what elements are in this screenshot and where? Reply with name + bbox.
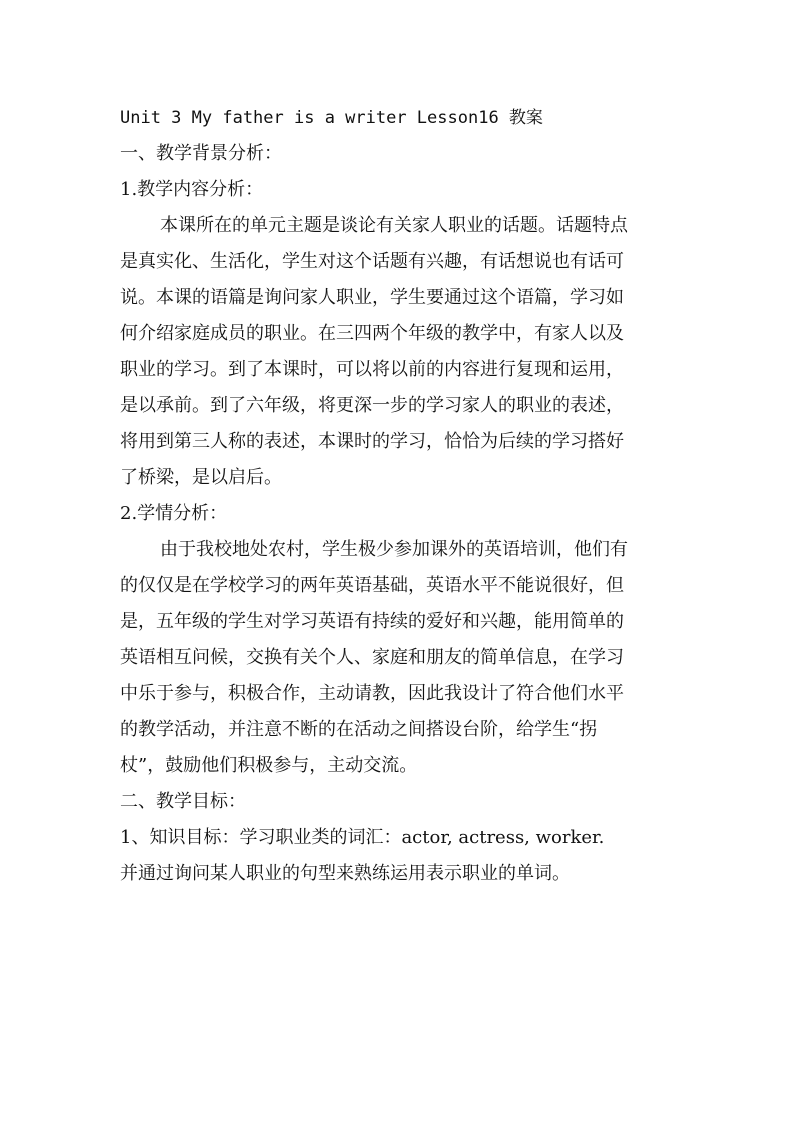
goal-knowledge-line: 1、知识目标：学习职业类的词汇：actor, actress, worker. — [120, 827, 605, 848]
paragraph-line: 的仅仅是在学校学习的两年英语基础，英语水平不能说很好，但 — [120, 575, 624, 596]
paragraph-line: 是以承前。到了六年级，将更深一步的学习家人的职业的表述， — [120, 395, 624, 416]
paragraph-line: 职业的学习。到了本课时，可以将以前的内容进行复现和运用， — [120, 359, 624, 380]
paragraph-line: 的教学活动，并注意不断的在活动之间搭设台阶，给学生“拐 — [120, 719, 598, 740]
paragraph-line: 本课所在的单元主题是谈论有关家人职业的话题。话题特点 — [160, 215, 628, 236]
subheading-student-analysis: 2.学情分析： — [120, 503, 228, 524]
section-heading-goals: 二、教学目标： — [120, 791, 246, 812]
document-page — [120, 100, 680, 892]
paragraph-line: 由于我校地处农村，学生极少参加课外的英语培训，他们有 — [160, 539, 628, 560]
document-title: Unit 3 My father is a writer Lesson16 教案 — [120, 108, 543, 128]
paragraph-line: 是，五年级的学生对学习英语有持续的爱好和兴趣，能用简单的 — [120, 611, 624, 632]
paragraph-line: 何介绍家庭成员的职业。在三四两个年级的教学中，有家人以及 — [120, 323, 624, 344]
goal-knowledge-line-continued: 并通过询问某人职业的句型来熟练运用表示职业的单词。 — [120, 863, 570, 884]
paragraph-line: 英语相互问候，交换有关个人、家庭和朋友的简单信息，在学习 — [120, 647, 624, 668]
section-heading-background: 一、教学背景分析： — [120, 143, 282, 164]
paragraph-student-analysis — [120, 532, 680, 784]
paragraph-line: 将用到第三人称的表述，本课时的学习，恰恰为后续的学习搭好 — [120, 431, 624, 452]
paragraph-line: 说。本课的语篇是询问家人职业，学生要通过这个语篇，学习如 — [120, 287, 624, 308]
subheading-content-analysis: 1.教学内容分析： — [120, 179, 264, 200]
paragraph-line: 中乐于参与，积极合作，主动请教，因此我设计了符合他们水平 — [120, 683, 624, 704]
paragraph-line: 了桥梁，是以启后。 — [120, 467, 282, 488]
paragraph-content-analysis — [120, 208, 680, 496]
paragraph-line: 是真实化、生活化，学生对这个话题有兴趣，有话想说也有话可 — [120, 251, 624, 272]
paragraph-line: 杖”，鼓励他们积极参与，主动交流。 — [120, 755, 418, 776]
